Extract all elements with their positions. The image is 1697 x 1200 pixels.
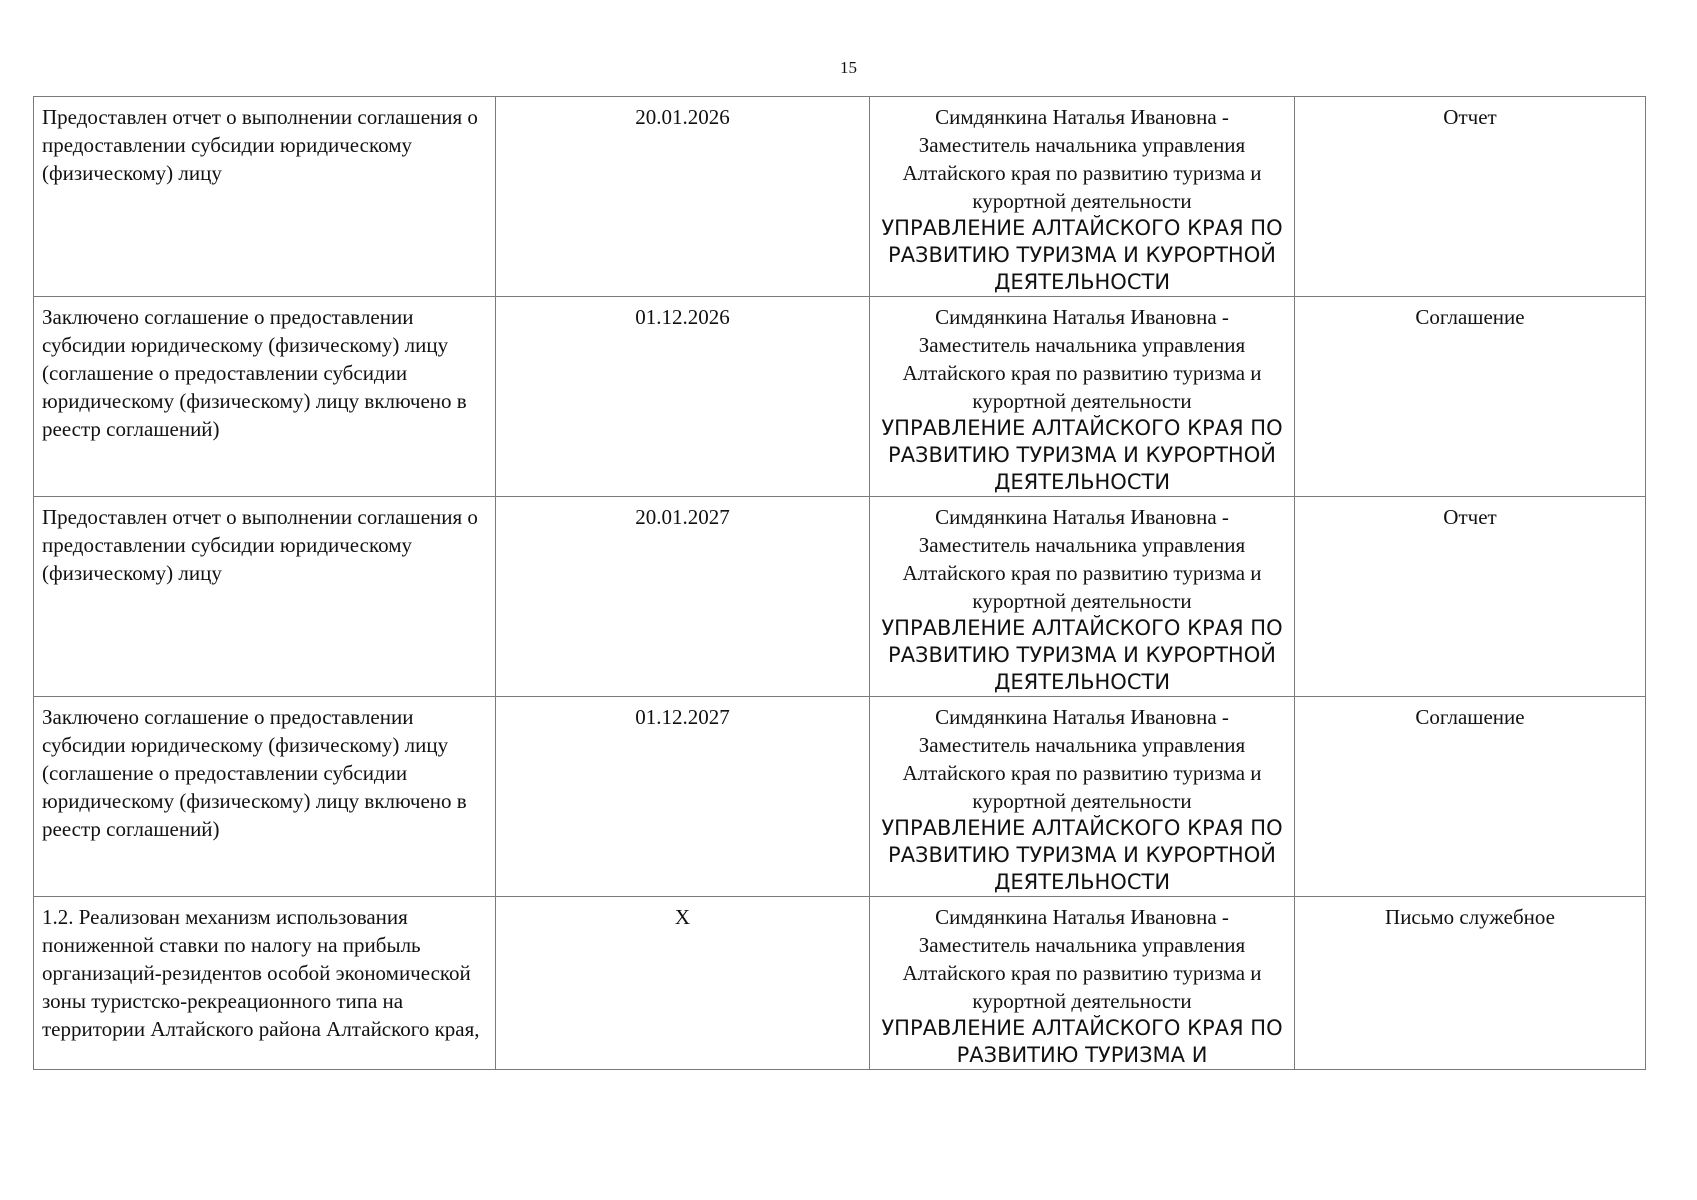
result-cell: Заключено соглашение о предоставлении субсидии юридическому (физическому) лицу (соглашение о предоставлении субсидии юридическому (физическому) лицу включено в реестр соглашений)	[34, 297, 496, 497]
document-type-cell: Соглашение	[1295, 697, 1646, 897]
responsible-org: УПРАВЛЕНИЕ АЛТАЙСКОГО КРАЯ ПО РАЗВИТИЮ ТУРИЗМА И КУРОРТНОЙ ДЕЯТЕЛЬНОСТИ	[881, 816, 1283, 894]
page-number: 15	[840, 58, 857, 77]
responsible-person: Симдянкина Наталья Ивановна - Заместитель начальника управления Алтайского края по развитию туризма и курортной деятельности	[902, 105, 1262, 213]
responsible-org: УПРАВЛЕНИЕ АЛТАЙСКОГО КРАЯ ПО РАЗВИТИЮ ТУРИЗМА И КУРОРТНОЙ ДЕЯТЕЛЬНОСТИ	[881, 216, 1283, 294]
table-row	[34, 297, 1646, 497]
responsible-cell	[870, 697, 1295, 897]
date-cell: 20.01.2027	[496, 497, 870, 697]
responsible-org: УПРАВЛЕНИЕ АЛТАЙСКОГО КРАЯ ПО РАЗВИТИЮ ТУРИЗМА И КУРОРТНОЙ ДЕЯТЕЛЬНОСТИ	[881, 416, 1283, 494]
responsible-org: УПРАВЛЕНИЕ АЛТАЙСКОГО КРАЯ ПО РАЗВИТИЮ ТУРИЗМА И КУРОРТНОЙ ДЕЯТЕЛЬНОСТИ	[881, 616, 1283, 694]
result-cell: Предоставлен отчет о выполнении соглашения о предоставлении субсидии юридическому (физическому) лицу	[34, 97, 496, 297]
result-cell: Заключено соглашение о предоставлении субсидии юридическому (физическому) лицу (соглашение о предоставлении субсидии юридическому (физическому) лицу включено в реестр соглашений)	[34, 697, 496, 897]
responsible-org: УПРАВЛЕНИЕ АЛТАЙСКОГО КРАЯ ПО РАЗВИТИЮ ТУРИЗМА И	[881, 1016, 1283, 1067]
responsible-cell	[870, 897, 1295, 1070]
table-row	[34, 697, 1646, 897]
date-cell: 20.01.2026	[496, 97, 870, 297]
date-cell: 01.12.2026	[496, 297, 870, 497]
date-cell: X	[496, 897, 870, 1070]
responsible-cell	[870, 497, 1295, 697]
result-cell: Предоставлен отчет о выполнении соглашения о предоставлении субсидии юридическому (физическому) лицу	[34, 497, 496, 697]
responsible-cell	[870, 97, 1295, 297]
responsible-person: Симдянкина Наталья Ивановна - Заместитель начальника управления Алтайского края по развитию туризма и курортной деятельности	[902, 505, 1262, 613]
responsible-person: Симдянкина Наталья Ивановна - Заместитель начальника управления Алтайского края по развитию туризма и курортной деятельности	[902, 705, 1262, 813]
control-points-table	[33, 96, 1646, 1070]
responsible-person: Симдянкина Наталья Ивановна - Заместитель начальника управления Алтайского края по развитию туризма и курортной деятельности	[902, 905, 1262, 1013]
responsible-person: Симдянкина Наталья Ивановна - Заместитель начальника управления Алтайского края по развитию туризма и курортной деятельности	[902, 305, 1262, 413]
table-row	[34, 897, 1646, 1070]
result-cell: 1.2. Реализован механизм использования пониженной ставки по налогу на прибыль организаций-резидентов особой экономической зоны туристско-рекреационного типа на территории Алтайского района Алтайского края,	[34, 897, 496, 1070]
responsible-cell	[870, 297, 1295, 497]
document-type-cell: Отчет	[1295, 97, 1646, 297]
document-type-cell: Соглашение	[1295, 297, 1646, 497]
document-type-cell: Письмо служебное	[1295, 897, 1646, 1070]
document-type-cell: Отчет	[1295, 497, 1646, 697]
table-row	[34, 97, 1646, 297]
table-row	[34, 497, 1646, 697]
date-cell: 01.12.2027	[496, 697, 870, 897]
